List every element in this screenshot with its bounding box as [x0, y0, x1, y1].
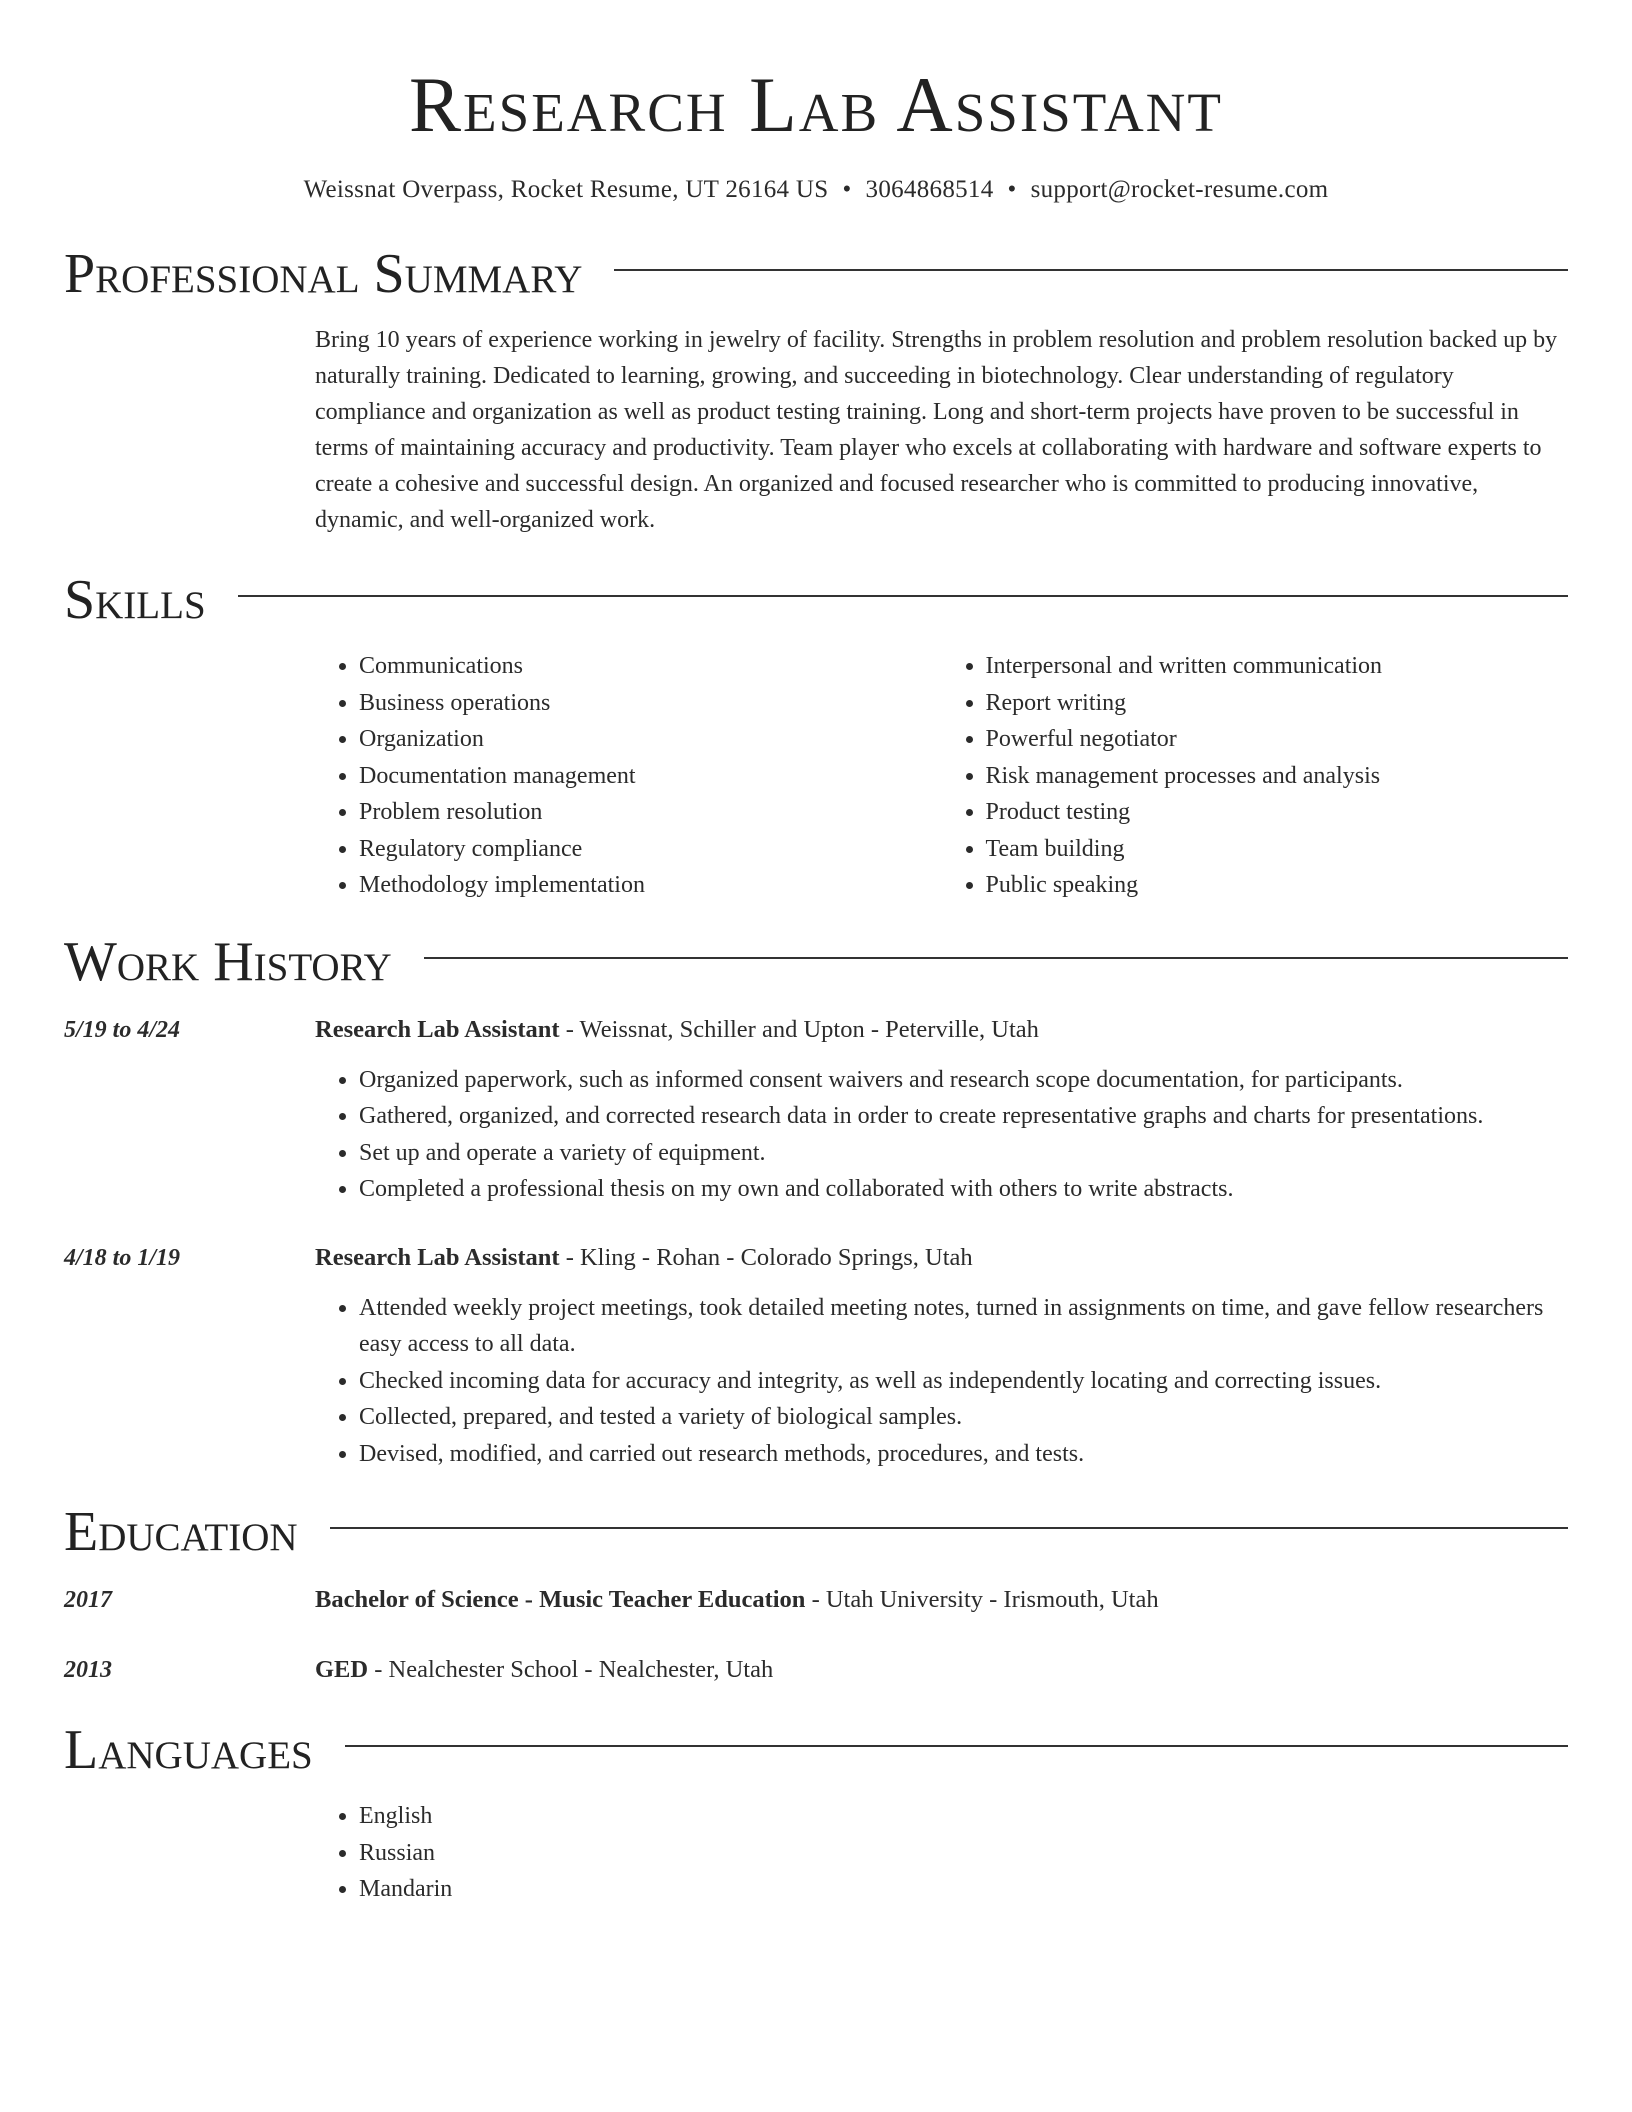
skill-item: • Risk management processes and analysis	[986, 758, 1569, 795]
section-divider	[330, 1527, 1568, 1529]
section-title: Education	[64, 1501, 298, 1563]
section-title: Work History	[64, 930, 392, 993]
skill-item: • Communications	[359, 648, 942, 685]
job-entry	[64, 1012, 1568, 1208]
job-bullets	[315, 1062, 1568, 1208]
languages-section-header	[64, 1714, 1568, 1786]
languages-body	[315, 1798, 1568, 1908]
job-employer: - Weissnat, Schiller and Upton - Peterville, Utah	[559, 1015, 1039, 1043]
education-degree: Bachelor of Science - Music Teacher Education	[315, 1586, 806, 1613]
language-item: • English	[359, 1798, 1568, 1835]
job-bullet: • Devised, modified, and carried out research methods, procedures, and tests.	[359, 1436, 1568, 1473]
job-bullet: • Completed a professional thesis on my own and collaborated with others to write abstracts.	[359, 1171, 1568, 1208]
job-dates: 4/18 to 1/19	[64, 1244, 181, 1271]
section-divider	[345, 1745, 1568, 1747]
section-divider	[424, 957, 1568, 959]
job-dates: 5/19 to 4/24	[64, 1016, 181, 1043]
language-item: • Russian	[359, 1835, 1568, 1872]
job-bullet: • Attended weekly project meetings, took detailed meeting notes, turned in assignments on time, and gave fellow researchers easy access to all data.	[359, 1290, 1568, 1363]
education-degree: GED	[315, 1656, 369, 1683]
education-school: - Nealchester School - Nealchester, Utah	[368, 1656, 774, 1683]
skill-item: • Powerful negotiator	[986, 721, 1569, 758]
job-employer: - Kling - Rohan - Colorado Springs, Utah	[559, 1243, 973, 1271]
address: Weissnat Overpass, Rocket Resume, UT 26164 US	[303, 176, 829, 203]
job-bullet: • Set up and operate a variety of equipment.	[359, 1135, 1568, 1172]
skill-item: • Problem resolution	[359, 794, 942, 831]
language-item: • Mandarin	[359, 1871, 1568, 1908]
education-details	[315, 1582, 1568, 1618]
email: support@rocket-resume.com	[1030, 176, 1329, 203]
education-year: 2017	[64, 1587, 112, 1613]
skill-item: • Organization	[359, 721, 942, 758]
phone: 3064868514	[865, 176, 994, 203]
skill-item: • Documentation management	[359, 758, 942, 795]
skill-item: • Regulatory compliance	[359, 831, 942, 868]
skills-list-right	[942, 648, 1569, 904]
job-bullet: • Checked incoming data for accuracy and integrity, as well as independently locating and correcting issues.	[359, 1363, 1568, 1400]
skills-grid	[315, 648, 1568, 904]
skill-item: • Product testing	[986, 794, 1569, 831]
education-entry	[64, 1582, 1568, 1618]
skills-section-header	[64, 564, 1568, 636]
education-section-header	[64, 1496, 1568, 1568]
skills-list-left	[315, 648, 942, 904]
education-year: 2013	[64, 1657, 112, 1683]
work-section-header	[64, 926, 1568, 998]
job-role: Research Lab Assistant	[315, 1243, 560, 1271]
job-bullets	[315, 1290, 1568, 1473]
section-title: Languages	[64, 1719, 313, 1781]
job-bullet: • Collected, prepared, and tested a variety of biological samples.	[359, 1399, 1568, 1436]
summary-body	[315, 322, 1568, 538]
education-entry	[64, 1652, 1568, 1688]
skill-item: • Report writing	[986, 685, 1569, 722]
job-details	[315, 1240, 1568, 1473]
section-title: Professional Summary	[64, 243, 583, 305]
job-role: Research Lab Assistant	[315, 1015, 560, 1043]
separator-dot: •	[1007, 176, 1017, 203]
skill-item: • Public speaking	[986, 867, 1569, 904]
section-divider	[614, 269, 1568, 271]
section-divider	[238, 595, 1568, 597]
resume-name: Research Lab Assistant	[409, 61, 1223, 148]
skill-item: • Interpersonal and written communication	[986, 648, 1569, 685]
job-bullet: • Organized paperwork, such as informed consent waivers and research scope documentation, for participants.	[359, 1062, 1568, 1099]
job-details	[315, 1012, 1568, 1208]
skill-item: • Team building	[986, 831, 1569, 868]
resume-page	[64, 0, 1568, 1908]
summary-text: Bring 10 years of experience working in jewelry of facility. Strengths in problem resolution and problem resolution backed up by naturally training. Dedicated to learning, growing, and succeeding in biotechnology. Clear understanding of regulatory compliance and organization as well as product testing training. Long and short-term projects have proven to be successful in terms of maintaining accuracy and productivity. Team player who excels at collaborating with hardware and software experts to create a cohesive and successful design. An organized and focused researcher who is committed to producing innovative, dynamic, and well-organized work.	[315, 327, 1558, 533]
section-title: Skills	[64, 569, 206, 631]
contact-line	[64, 174, 1568, 206]
education-details	[315, 1652, 1568, 1688]
job-bullet: • Gathered, organized, and corrected research data in order to create representative graphs and charts for presentations.	[359, 1098, 1568, 1135]
summary-section-header	[64, 238, 1568, 310]
job-entry	[64, 1240, 1568, 1473]
separator-dot: •	[842, 176, 852, 203]
education-school: - Utah University - Irismouth, Utah	[805, 1586, 1159, 1613]
skill-item: • Methodology implementation	[359, 867, 942, 904]
languages-list	[315, 1798, 1568, 1908]
skill-item: • Business operations	[359, 685, 942, 722]
